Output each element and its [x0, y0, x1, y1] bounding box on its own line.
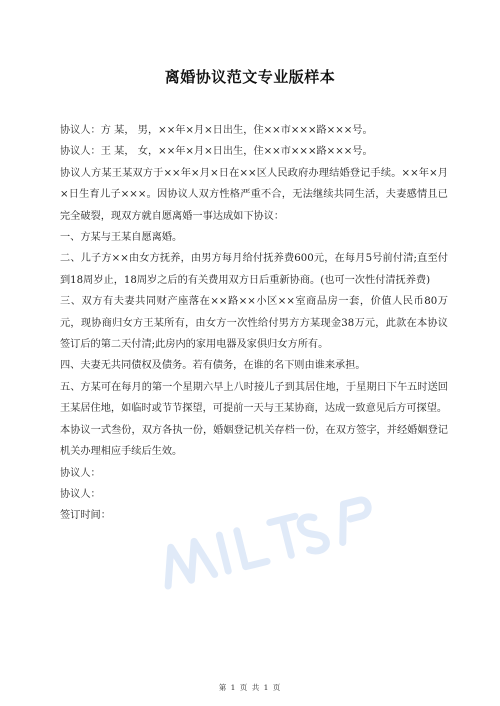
party-one-paragraph: 协议人：方 某， 男，××年×月×日出生，住××市×××路×××号。 — [60, 125, 373, 136]
document-body — [60, 120, 448, 527]
effectiveness-paragraph: 本协议一式叁份，双方各执一份，婚姻登记机关存档一份，在双方签字，并经婚姻登记机关办理相应手续后生效。 — [60, 424, 448, 458]
background-paragraph: 协议人方某王某双方于××年×月×日在××区人民政府办理结婚登记手续。××年×月×日生育儿子×××。因协议人双方性格严重不合，无法继续共同生活，夫妻感情且已完全破裂，现双方就自愿离婚一事达成如下协议： — [60, 167, 448, 222]
clause-five-paragraph: 五、方某可在每月的第一个星期六早上八时接儿子到其居住地，于星期日下午五时送回王某居住地，如临时或节节探望，可提前一天与王某协商，达成一致意见后方可探望。 — [60, 381, 448, 415]
clause-one-paragraph: 一、方某与王某自愿离婚。 — [60, 232, 183, 244]
party-two-paragraph: 协议人：王 某， 女，××年×月×日出生，住××市×××路×××号。 — [60, 146, 373, 158]
clause-four-paragraph: 四、夫妻无共同债权及债务。若有债务，在谁的名下则由谁来承担。 — [60, 360, 366, 372]
clause-two-paragraph: 二、儿子方××由女方抚养，由男方每月给付抚养费600元，在每月5号前付清;直至付到18周岁止，18周岁之后的有关费用双方日后重新协商。(也可一次性付清抚养费) — [60, 253, 448, 286]
page-footer: 第 1 页 共 1 页 — [218, 683, 282, 692]
signing-date-line: 签订时间： — [60, 510, 111, 522]
clause-three-paragraph: 三、双方有夫妻共同财产座落在××路××小区××室商品房一套，价值人民币80万元，现协商归女方王某所有，由女方一次性给付男方方某现金38万元，此款在本协议签订后的第二天付清;此房内的家用电器及家俱归女方所有。 — [60, 296, 448, 351]
signature-line-party-one: 协议人： — [60, 467, 101, 479]
document-title: 离婚协议范文专业版样本 — [164, 68, 336, 86]
signature-line-party-two: 协议人： — [60, 488, 101, 500]
